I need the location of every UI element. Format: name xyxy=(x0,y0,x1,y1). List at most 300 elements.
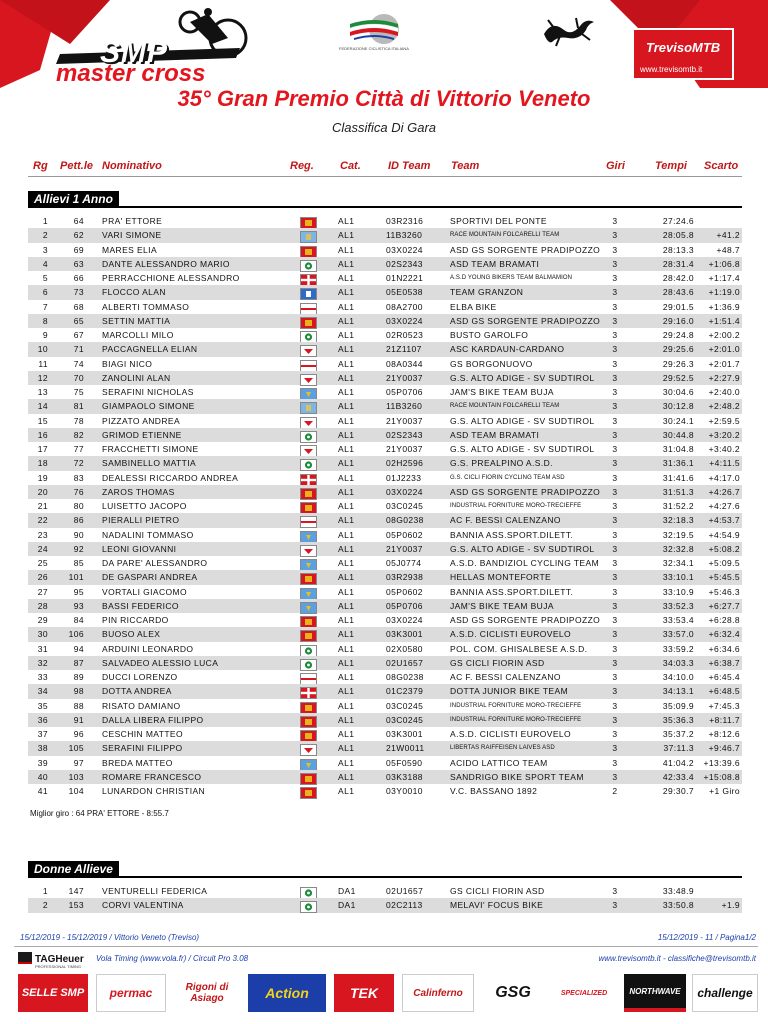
gap: +5:08.2 xyxy=(708,543,740,554)
region-flag-icon xyxy=(300,400,317,412)
rider-name: MARCOLLI MILO xyxy=(102,330,174,340)
bib-number: 83 xyxy=(73,472,84,483)
tagheuer-subtitle: PROFESSIONAL TIMING xyxy=(35,964,82,969)
region-flag-icon xyxy=(300,286,317,298)
team-name: MELAVI' FOCUS BIKE xyxy=(450,900,544,911)
gap: +4:53.7 xyxy=(708,515,740,526)
sponsor-permac: permac xyxy=(96,974,166,1012)
rank: 24 xyxy=(37,543,48,554)
table-row xyxy=(28,699,742,713)
gap: +3:20.2 xyxy=(708,429,740,440)
team-id: 03R2316 xyxy=(386,216,424,226)
bib-number: 78 xyxy=(73,415,84,426)
rank: 40 xyxy=(37,771,48,782)
gap: +4:54.9 xyxy=(708,529,740,540)
footer-divider xyxy=(14,946,758,947)
table-row xyxy=(28,428,742,442)
team-name: BUSTO GAROLFO xyxy=(450,330,529,340)
region-flag-icon xyxy=(300,899,317,911)
rider-name: DUCCI LORENZO xyxy=(102,672,178,682)
bib-number: 63 xyxy=(73,258,84,269)
gap: +4:26.7 xyxy=(708,486,740,497)
laps: 3 xyxy=(612,600,618,611)
team-id: 11B3260 xyxy=(386,230,423,241)
rank: 8 xyxy=(42,315,48,326)
gap: +4:17.0 xyxy=(708,472,740,483)
team-id: 03C0245 xyxy=(386,501,424,511)
laps: 3 xyxy=(612,472,618,483)
col-header-scarto: Scarto xyxy=(704,160,739,172)
rank: 21 xyxy=(37,501,48,511)
bib-number: 95 xyxy=(73,586,84,597)
region-flag-icon xyxy=(300,543,317,555)
col-header-pett: Pett.le xyxy=(60,160,94,172)
time: 34:10.0 xyxy=(662,672,694,682)
team-name: GS CICLI FIORIN ASD xyxy=(450,886,545,896)
team-id: 02R0523 xyxy=(386,330,424,340)
time: 28:42.0 xyxy=(662,273,694,283)
region-flag-icon xyxy=(300,529,317,541)
laps: 3 xyxy=(612,657,618,668)
bib-number: 96 xyxy=(73,729,84,739)
team-id: 08G0238 xyxy=(386,515,424,526)
rider-name: GIAMPAOLO SIMONE xyxy=(102,401,195,412)
table-row xyxy=(28,399,742,413)
team-id: 21Z1107 xyxy=(386,344,422,355)
rank: 4 xyxy=(42,258,48,269)
category: AL1 xyxy=(338,586,355,597)
category: AL1 xyxy=(338,743,355,754)
section-label-donne: Donne Allieve xyxy=(28,861,119,876)
region-flag-icon xyxy=(300,714,317,726)
gap: +1:51.4 xyxy=(708,315,740,326)
region-flag-icon xyxy=(300,229,317,241)
treviso-logo-url: www.trevisomtb.it xyxy=(640,65,703,74)
category: AL1 xyxy=(338,358,355,369)
section-divider xyxy=(28,876,742,878)
bib-number: 105 xyxy=(68,743,84,754)
time: 32:18.3 xyxy=(662,515,694,526)
rider-name: VORTALI GIACOMO xyxy=(102,586,188,597)
region-flag-icon xyxy=(300,757,317,769)
time: 31:52.2 xyxy=(662,501,694,511)
table-row xyxy=(28,884,742,898)
rider-name: ARDUINI LEONARDO xyxy=(102,643,194,654)
gap: +41.2 xyxy=(716,230,740,241)
table-row xyxy=(28,214,742,228)
laps: 3 xyxy=(612,216,618,226)
gap: +9:46.7 xyxy=(708,743,740,754)
laps: 3 xyxy=(612,543,618,554)
time: 29:01.5 xyxy=(662,301,694,312)
time: 29:16.0 xyxy=(662,315,694,326)
gap: +2:00.2 xyxy=(708,330,740,340)
region-flag-icon xyxy=(300,657,317,669)
gap: +4:11.5 xyxy=(709,458,740,469)
team-name: V.C. BASSANO 1892 xyxy=(450,786,538,796)
team-id: 02X0580 xyxy=(386,643,423,654)
category: AL1 xyxy=(338,672,355,682)
team-name: BANNIA ASS.SPORT.DILETT. xyxy=(450,586,574,597)
table-row xyxy=(28,613,742,627)
laps: 3 xyxy=(612,743,618,754)
team-name: AC F. BESSI CALENZANO xyxy=(450,672,561,682)
time: 29:25.6 xyxy=(662,344,694,355)
rider-name: FLOCCO ALAN xyxy=(102,287,166,298)
team-name: RACE MOUNTAIN FOLCARELLI TEAM xyxy=(450,403,560,410)
team-id: 08G0238 xyxy=(386,672,424,682)
category: AL1 xyxy=(338,529,355,540)
category: AL1 xyxy=(338,372,355,383)
rank: 23 xyxy=(37,529,48,540)
team-id: 02S2343 xyxy=(386,258,423,269)
region-flag-icon xyxy=(300,500,317,512)
rank: 2 xyxy=(42,230,48,241)
table-row xyxy=(28,656,742,670)
rider-name: PACCAGNELLA ELIAN xyxy=(102,344,198,355)
category: AL1 xyxy=(338,315,355,326)
rider-name: SAMBINELLO MATTIA xyxy=(102,458,197,469)
col-header-team: Team xyxy=(451,160,480,172)
rider-name: NADALINI TOMMASO xyxy=(102,529,194,540)
rank: 2 xyxy=(42,900,48,911)
time: 33:53.4 xyxy=(662,615,694,625)
time: 30:44.8 xyxy=(662,429,694,440)
gap: +1:36.9 xyxy=(708,301,740,312)
category: AL1 xyxy=(338,258,355,269)
table-row xyxy=(28,485,742,499)
treviso-mtb-logo xyxy=(632,28,734,80)
rank: 6 xyxy=(42,287,48,298)
gap: +1 Giro xyxy=(709,786,740,796)
team-id: 03X0224 xyxy=(386,615,423,625)
category: AL1 xyxy=(338,572,355,583)
laps: 3 xyxy=(612,258,618,269)
laps: 3 xyxy=(612,529,618,540)
team-name: A.S.D. CICLISTI EUROVELO xyxy=(450,729,572,739)
gap: +5:46.3 xyxy=(708,586,740,597)
bib-number: 74 xyxy=(73,358,84,369)
table-row xyxy=(28,271,742,285)
team-name: SANDRIGO BIKE SPORT TEAM xyxy=(450,771,584,782)
bib-number: 75 xyxy=(73,387,84,397)
rank: 22 xyxy=(37,515,48,526)
rider-name: PIZZATO ANDREA xyxy=(102,415,181,426)
gap: +7:45.3 xyxy=(708,700,740,711)
team-name: A.S.D. BANDIZIOL CYCLING TEAM xyxy=(450,558,600,568)
team-id: 03C0245 xyxy=(386,700,424,711)
rider-name: ALBERTI TOMMASO xyxy=(102,301,190,312)
bib-number: 90 xyxy=(73,529,84,540)
team-id: 21Y0037 xyxy=(386,543,423,554)
rider-name: ZANOLINI ALAN xyxy=(102,372,171,383)
gap: +2:40.0 xyxy=(708,387,740,397)
laps: 3 xyxy=(612,301,618,312)
laps: 3 xyxy=(612,700,618,711)
gap: +6:45.4 xyxy=(708,672,740,682)
rider-name: PIERALLI PIETRO xyxy=(102,515,180,526)
category: AL1 xyxy=(338,729,355,739)
table-row xyxy=(28,756,742,770)
laps: 3 xyxy=(612,672,618,682)
smp-master-cross-logo xyxy=(40,8,260,87)
rank: 33 xyxy=(37,672,48,682)
table-row xyxy=(28,357,742,371)
team-name: RACE MOUNTAIN FOLCARELLI TEAM xyxy=(450,232,560,239)
bib-number: 101 xyxy=(68,572,84,583)
fci-federation-icon xyxy=(344,12,404,46)
team-name: GS BORGONUOVO xyxy=(450,358,533,369)
bib-number: 66 xyxy=(73,273,84,283)
team-name: HELLAS MONTEFORTE xyxy=(450,572,552,583)
laps: 3 xyxy=(612,643,618,654)
time: 35:37.2 xyxy=(662,729,694,739)
region-flag-icon xyxy=(300,614,317,626)
rank: 7 xyxy=(42,301,48,312)
team-name: INDUSTRIAL FORNITURE MORO-TRECIEFFE xyxy=(450,716,582,723)
section-label-allievi: Allievi 1 Anno xyxy=(28,191,119,206)
category: AL1 xyxy=(338,643,355,654)
rank: 36 xyxy=(37,714,48,725)
rider-name: SALVADEO ALESSIO LUCA xyxy=(102,657,219,668)
logo-smp-text: SMP xyxy=(100,36,169,69)
team-name: G.S. ALTO ADIGE - SV SUDTIROL xyxy=(450,543,595,554)
bib-number: 93 xyxy=(73,600,84,611)
laps: 3 xyxy=(612,273,618,283)
laps: 3 xyxy=(612,358,618,369)
rank: 1 xyxy=(42,216,48,226)
rider-name: PERRACCHIONE ALESSANDRO xyxy=(102,273,240,283)
bib-number: 106 xyxy=(68,629,84,640)
rank: 41 xyxy=(37,786,48,796)
team-name: BANNIA ASS.SPORT.DILETT. xyxy=(450,529,574,540)
bib-number: 70 xyxy=(73,372,84,383)
rider-name: DALLA LIBERA FILIPPO xyxy=(102,714,204,725)
table-row xyxy=(28,599,742,613)
rider-name: CESCHIN MATTEO xyxy=(102,729,184,739)
category: DA1 xyxy=(338,900,356,911)
category: AL1 xyxy=(338,786,355,796)
rank: 38 xyxy=(37,743,48,754)
category: AL1 xyxy=(338,301,355,312)
sponsor-specialized: SPECIALIZED xyxy=(552,974,616,1012)
table-row xyxy=(28,243,742,257)
team-id: 05P0706 xyxy=(386,387,423,397)
category: AL1 xyxy=(338,771,355,782)
rank: 19 xyxy=(37,472,48,483)
region-flag-icon xyxy=(300,628,317,640)
laps: 3 xyxy=(612,372,618,383)
time: 31:36.1 xyxy=(662,458,694,469)
laps: 3 xyxy=(612,558,618,568)
rider-name: PIN RICCARDO xyxy=(102,615,169,625)
rank: 31 xyxy=(37,643,48,654)
category: AL1 xyxy=(338,429,355,440)
rank: 26 xyxy=(37,572,48,583)
footer-contacts: www.trevisomtb.it - classifiche@trevisomtb.it xyxy=(598,954,756,963)
region-flag-icon xyxy=(300,429,317,441)
table-row xyxy=(28,456,742,470)
rank: 12 xyxy=(37,372,48,383)
region-flag-icon xyxy=(300,343,317,355)
rider-name: ROMARE FRANCESCO xyxy=(102,771,202,782)
bib-number: 68 xyxy=(73,301,84,312)
laps: 3 xyxy=(612,686,618,697)
team-name: POL. COM. GHISALBESE A.S.D. xyxy=(450,643,588,654)
time: 30:24.1 xyxy=(662,415,694,426)
rider-name: DE GASPARI ANDREA xyxy=(102,572,198,583)
rank: 34 xyxy=(37,686,48,697)
gap: +8:12.6 xyxy=(708,729,740,739)
region-flag-icon xyxy=(300,372,317,384)
rider-name: BIAGI NICO xyxy=(102,358,153,369)
team-id: 03Y0010 xyxy=(386,786,423,796)
logo-master-cross-text: master cross xyxy=(56,60,206,87)
laps: 3 xyxy=(612,714,618,725)
rank: 32 xyxy=(37,657,48,668)
team-id: 03C0245 xyxy=(386,714,424,725)
category: AL1 xyxy=(338,657,355,668)
page-subtitle: Classifica Di Gara xyxy=(331,120,437,135)
time: 28:05.8 xyxy=(662,230,694,241)
bib-number: 65 xyxy=(73,315,84,326)
laps: 3 xyxy=(612,344,618,355)
laps: 3 xyxy=(612,572,618,583)
bib-number: 86 xyxy=(73,515,84,526)
category: AL1 xyxy=(338,273,355,283)
category: AL1 xyxy=(338,714,355,725)
table-row xyxy=(28,257,742,271)
tagheuer-shield-icon xyxy=(18,952,32,964)
gap: +2:01.7 xyxy=(708,358,740,369)
team-id: 08A2700 xyxy=(386,301,423,312)
fci-caption: FEDERAZIONE CICLISTICA ITALIANA xyxy=(339,46,409,51)
region-flag-icon xyxy=(300,301,317,313)
rider-name: FRACCHETTI SIMONE xyxy=(102,444,199,454)
bib-number: 94 xyxy=(73,643,84,654)
rank: 16 xyxy=(37,429,48,440)
gap: +6:28.8 xyxy=(708,615,740,625)
team-id: 03X0224 xyxy=(386,244,423,255)
table-row xyxy=(28,713,742,727)
team-name: AC F. BESSI CALENZANO xyxy=(450,515,561,526)
time: 33:50.8 xyxy=(662,900,694,911)
rank: 15 xyxy=(37,415,48,426)
bib-number: 97 xyxy=(73,757,84,768)
region-flag-icon xyxy=(300,685,317,697)
team-name: ASD GS SORGENTE PRADIPOZZO xyxy=(450,615,601,625)
laps: 2 xyxy=(612,786,618,796)
bib-number: 91 xyxy=(73,714,84,725)
table-row xyxy=(28,528,742,542)
category: AL1 xyxy=(338,230,355,241)
region-flag-icon xyxy=(300,671,317,683)
team-name: TEAM GRANZON xyxy=(450,287,524,298)
region-flag-icon xyxy=(300,643,317,655)
region-flag-icon xyxy=(300,728,317,740)
team-name: SPORTIVI DEL PONTE xyxy=(450,216,547,226)
time: 35:09.9 xyxy=(662,700,694,711)
footer-page-info: 15/12/2019 - 11 / Pagina1/2 xyxy=(657,933,756,942)
time: 28:43.6 xyxy=(662,287,694,298)
results-table-donne xyxy=(28,884,742,913)
laps: 3 xyxy=(612,771,618,782)
best-lap-note: Miglior giro : 64 PRA' ETTORE - 8:55.7 xyxy=(30,809,169,818)
laps: 3 xyxy=(612,900,618,911)
team-id: 01J2233 xyxy=(386,472,422,483)
time: 29:52.5 xyxy=(662,372,694,383)
rider-name: LEONI GIOVANNI xyxy=(102,543,177,554)
category: AL1 xyxy=(338,415,355,426)
bib-number: 92 xyxy=(73,543,84,554)
team-name: JAM'S BIKE TEAM BUJA xyxy=(450,600,554,611)
team-name: G.S. ALTO ADIGE - SV SUDTIROL xyxy=(450,444,595,454)
table-row xyxy=(28,499,742,513)
time: 30:12.8 xyxy=(662,401,694,412)
gap: +5:09.5 xyxy=(708,558,740,568)
table-row xyxy=(28,741,742,755)
bib-number: 103 xyxy=(68,771,84,782)
logo-selle-text: SELLE xyxy=(126,28,169,39)
bib-number: 81 xyxy=(73,401,84,412)
bib-number: 64 xyxy=(73,216,84,226)
rider-name: MARES ELIA xyxy=(102,244,158,255)
category: AL1 xyxy=(338,615,355,625)
rank: 14 xyxy=(37,401,48,412)
rank: 18 xyxy=(37,458,48,469)
rider-name: PRA' ETTORE xyxy=(102,216,163,226)
team-name: G.S. ALTO ADIGE - SV SUDTIROL xyxy=(450,415,595,426)
region-flag-icon xyxy=(300,586,317,598)
region-flag-icon xyxy=(300,771,317,783)
col-header-tempi: Tempi xyxy=(655,160,687,172)
gap: +2:48.2 xyxy=(708,401,740,412)
rider-name: BASSI FEDERICO xyxy=(102,600,179,611)
col-header-cat: Cat. xyxy=(340,160,361,172)
gap: +6:34.6 xyxy=(708,643,740,654)
bib-number: 84 xyxy=(73,615,84,625)
table-row xyxy=(28,513,742,527)
rider-name: BREDA MATTEO xyxy=(102,757,173,768)
col-header-giri: Giri xyxy=(606,160,625,172)
region-flag-icon xyxy=(300,785,317,797)
rider-name: VARI SIMONE xyxy=(102,230,162,241)
time: 32:19.5 xyxy=(662,529,694,540)
category: AL1 xyxy=(338,287,355,298)
time: 27:24.6 xyxy=(662,216,694,226)
region-flag-icon xyxy=(300,472,317,484)
laps: 3 xyxy=(612,429,618,440)
region-flag-icon xyxy=(300,272,317,284)
rider-name: VENTURELLI FEDERICA xyxy=(102,886,208,896)
category: AL1 xyxy=(338,686,355,697)
time: 31:04.8 xyxy=(662,444,694,454)
bib-number: 67 xyxy=(73,330,84,340)
gap: +48.7 xyxy=(716,244,740,255)
time: 28:31.4 xyxy=(662,258,694,269)
laps: 3 xyxy=(612,629,618,640)
rider-name: GRIMOD ETIENNE xyxy=(102,429,182,440)
region-flag-icon xyxy=(300,315,317,327)
team-name: ASD GS SORGENTE PRADIPOZZO xyxy=(450,315,601,326)
rider-name: DEALESSI RICCARDO ANDREA xyxy=(102,472,239,483)
team-name: G.S. CICLI FIORIN CYCLING TEAM ASD xyxy=(450,474,565,481)
gap: +2:01.0 xyxy=(708,344,740,355)
table-row xyxy=(28,314,742,328)
laps: 3 xyxy=(612,230,618,241)
team-id: 05P0706 xyxy=(386,600,423,611)
laps: 3 xyxy=(612,444,618,454)
